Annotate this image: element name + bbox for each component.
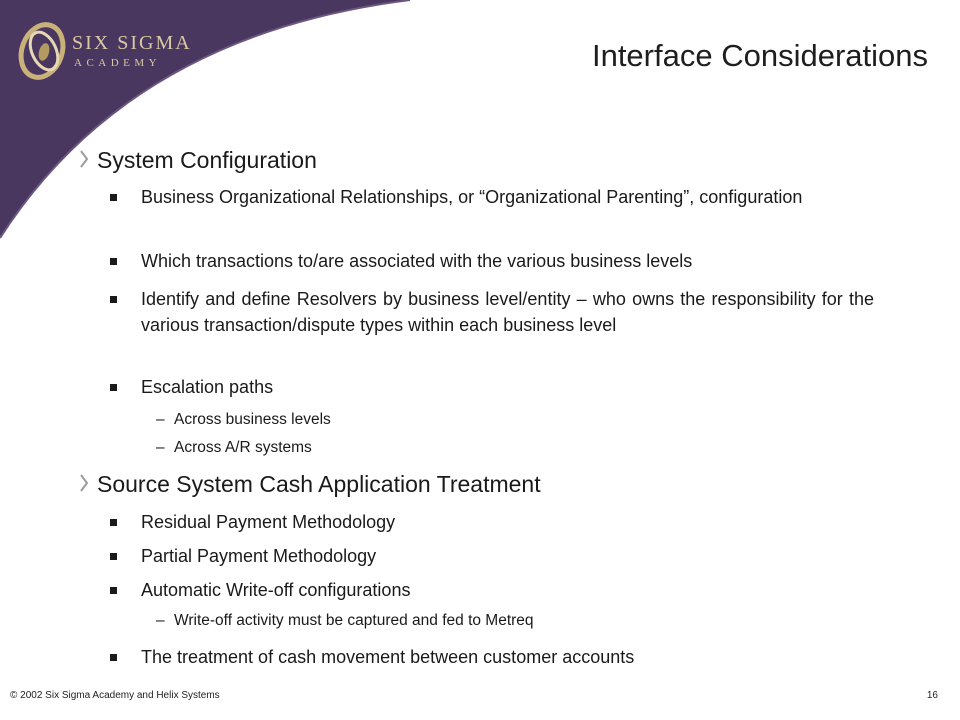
list-item: Business Organizational Relationships, or “Organizational Parenting”, configuration xyxy=(108,184,874,210)
square-bullet-icon xyxy=(110,194,117,201)
square-bullet-icon xyxy=(110,296,117,303)
square-bullet-icon xyxy=(110,258,117,265)
chevron-right-icon xyxy=(80,474,89,492)
square-bullet-icon xyxy=(110,553,117,560)
slide-title: Interface Considerations xyxy=(591,38,928,73)
square-bullet-icon xyxy=(110,654,117,661)
square-bullet-icon xyxy=(110,519,117,526)
list-item: Residual Payment Methodology xyxy=(108,509,874,535)
list-item: Identify and define Resolvers by business level/entity – who owns the responsibility for the various transaction/dispute types within each business level xyxy=(108,286,874,338)
chevron-right-icon xyxy=(80,150,89,168)
list-item: Partial Payment Methodology xyxy=(108,543,874,569)
dash-bullet-icon: – xyxy=(156,612,165,629)
logo-swirl-icon xyxy=(14,18,74,84)
logo-text-academy: ACADEMY xyxy=(74,57,162,69)
list-item: Escalation paths xyxy=(108,374,874,400)
footer-copyright: © 2002 Six Sigma Academy and Helix Systems xyxy=(10,690,220,701)
page-number: 16 xyxy=(926,690,938,701)
dash-bullet-icon: – xyxy=(156,411,165,428)
square-bullet-icon xyxy=(110,384,117,391)
list-item: Which transactions to/are associated with the various business levels xyxy=(108,248,874,274)
list-item: The treatment of cash movement between customer accounts xyxy=(108,644,874,670)
six-sigma-logo xyxy=(14,18,204,84)
square-bullet-icon xyxy=(110,587,117,594)
logo-text-six-sigma: SIX SIGMA xyxy=(72,32,192,54)
dash-bullet-icon: – xyxy=(156,439,165,456)
list-item: Automatic Write-off configurations xyxy=(108,577,874,603)
